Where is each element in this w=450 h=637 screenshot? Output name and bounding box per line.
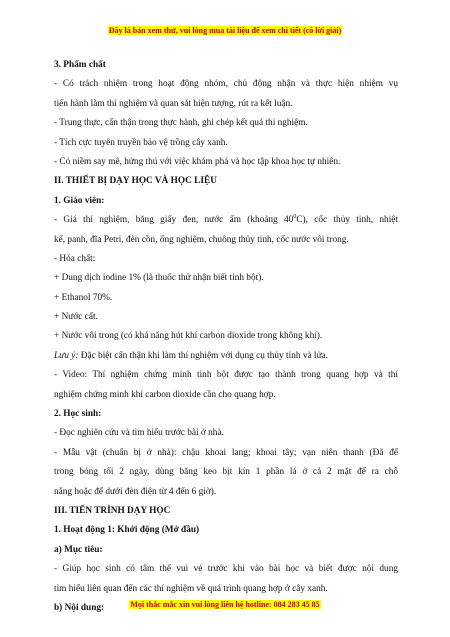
paragraph-line: + Nước vôi trong (có khả năng hút khí carbon dioxide trong không khí). xyxy=(54,331,323,342)
note-line: Lưu ý: Đặc biệt cẩn thận khi làm thí nghiệm với dụng cụ thủy tinh và lửa. xyxy=(54,350,328,361)
section-heading: 3. Phẩm chất xyxy=(54,60,106,70)
subsection-heading: 1. Hoạt động 1: Khởi động (Mở đầu) xyxy=(54,525,200,536)
paragraph-line: - Tích cực tuyên truyền bảo vệ trồng cây xanh. xyxy=(54,137,228,148)
paragraph-line: - Giá thí nghiệm, băng giấy đen, nước ấm (khoảng $40^0C$), cốc thủy tinh, nhiệt xyxy=(54,214,398,226)
paragraph-line: trong bóng tối 2 ngày, dùng băng keo bịt kín 1 phần lá ở cả 2 mặt để ra chỗ xyxy=(54,467,398,478)
paragraph-line: - Trung thực, cẩn thận trong thực hành, ghi chép kết quả thí nghiệm. xyxy=(54,118,308,129)
paragraph-line: - Có niềm say mê, hứng thú với việc khám phá và học tập khoa học tự nhiên. xyxy=(54,156,341,167)
paragraph-line: - Có trách nhiệm trong hoạt động nhóm, chủ động nhận và thực hiện nhiệm vụ xyxy=(54,79,398,90)
paragraph-line: nghiệm chứng minh khí carbon dioxide cần cho quang hợp. xyxy=(54,389,276,400)
subsection-heading: 2. Học sinh: xyxy=(54,409,102,420)
document-body xyxy=(54,56,398,618)
paragraph-line: kế, panh, đĩa Petri, đèn cồn, ống nghiệm, chuông thủy tinh, cốc nước vôi trong. xyxy=(54,234,349,245)
paragraph-line: + Nước cất. xyxy=(54,312,98,323)
footer-banner: Mọi thắc mắc xin vui lòng liên hệ hotline: 084 283 45 85 xyxy=(130,600,320,609)
subsection-heading: 1. Giáo viên: xyxy=(54,195,105,206)
subsection-heading: a) Mục tiêu: xyxy=(54,544,103,555)
section-heading: III. TIẾN TRÌNH DẠY HỌC xyxy=(54,505,171,516)
paragraph-line: tìm hiểu liên quan đến các thí nghiệm về quá trình quang hợp ở cây xanh. xyxy=(54,583,328,594)
paragraph-line: - Video: Thí nghiệm chứng minh tinh bột được tạo thành trong quang hợp và thí xyxy=(54,370,398,381)
paragraph-line: tiến hành làm thí nghiệm và quan sát hiện tượng, rút ra kết luận. xyxy=(54,98,293,109)
header-banner: Đây là bản xem thử, vui lòng mua tài liệu để xem chi tiết (có lời giải) xyxy=(108,26,342,35)
subsection-heading: b) Nội dung: xyxy=(54,602,105,613)
section-heading: II. THIẾT BỊ DẠY HỌC VÀ HỌC LIỆU xyxy=(54,176,217,187)
paragraph-line: - Giúp học sinh có tâm thế vui vẻ trước khi vào bài học và biết được nội dung xyxy=(54,564,398,575)
paragraph-line: - Hóa chất: xyxy=(54,253,96,264)
paragraph-line: + Ethanol 70%. xyxy=(54,292,113,303)
paragraph-line: + Dung dịch iodine 1% (là thuốc thử nhận biết tinh bột). xyxy=(54,273,264,284)
paragraph-line: nắng hoặc để dưới đèn điện từ 4 đến 6 giờ). xyxy=(54,486,217,497)
paragraph-line: - Đọc nghiên cứu và tìm hiểu trước bài ở nhà. xyxy=(54,428,224,439)
paragraph-line: - Mẫu vật (chuẩn bị ở nhà): chậu khoai lang; khoai tây; vạn niên thanh (Đã để xyxy=(54,447,398,458)
